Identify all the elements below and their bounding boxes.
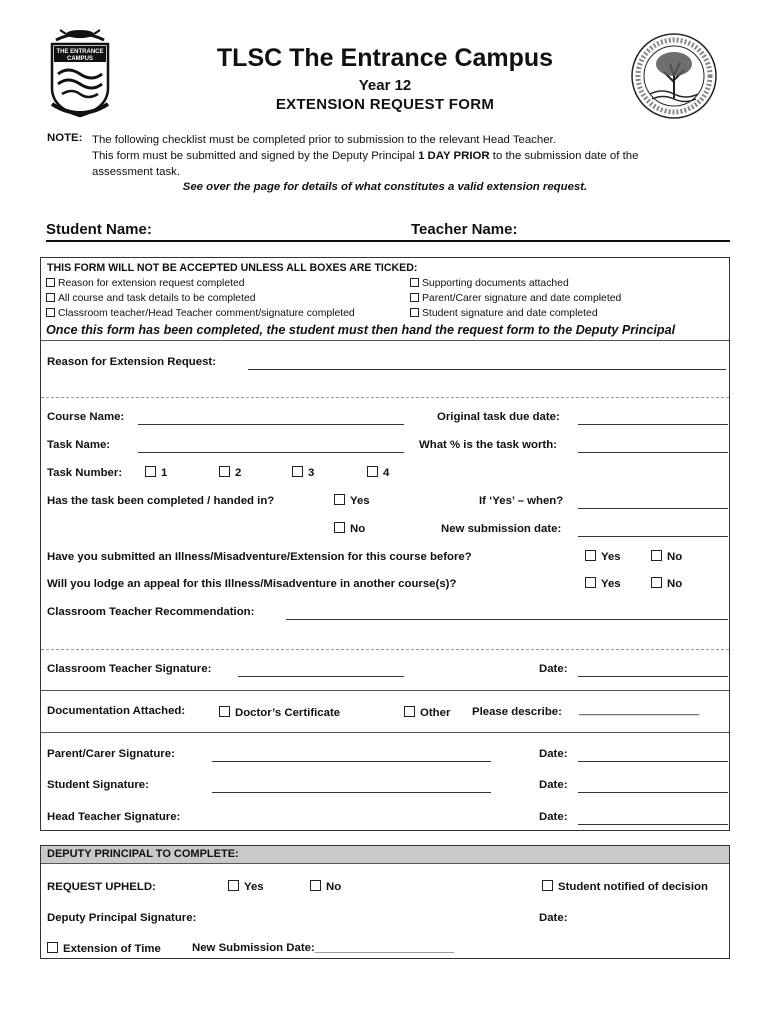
reason-label: Reason for Extension Request: — [47, 356, 216, 368]
svg-text:THE ENTRANCE: THE ENTRANCE — [56, 49, 104, 55]
checkbox[interactable] — [585, 577, 596, 588]
original-due-label: Original task due date: — [437, 411, 560, 423]
student-notified-option[interactable]: Student notified of decision — [542, 880, 708, 893]
note-label: NOTE: — [47, 132, 83, 144]
checkbox[interactable] — [367, 466, 378, 477]
task-number-label: Task Number: — [47, 467, 123, 479]
student-date-field[interactable] — [578, 792, 728, 793]
illness-question: Have you submitted an Illness/Misadventure/Extension for this course before? — [47, 551, 472, 563]
task-worth-label: What % is the task worth: — [419, 439, 557, 451]
appeal-yes[interactable]: Yes — [585, 577, 621, 590]
checkbox[interactable] — [585, 550, 596, 561]
reason-field[interactable] — [248, 369, 726, 370]
completed-question: Has the task been completed / handed in? — [47, 495, 275, 507]
student-name-field[interactable] — [170, 222, 400, 242]
checklist-heading: THIS FORM WILL NOT BE ACCEPTED UNLESS ALL BOXES ARE TICKED: — [47, 262, 418, 274]
checkbox[interactable] — [46, 278, 55, 287]
appeal-no[interactable]: No — [651, 577, 682, 590]
note-line-2: This form must be submitted and signed by the Deputy Principal 1 DAY PRIOR to the submission date of the — [92, 150, 639, 162]
head-teacher-date-label: Date: — [539, 811, 568, 823]
divider — [41, 690, 729, 691]
teacher-date-field[interactable] — [578, 676, 728, 677]
parent-date-label: Date: — [539, 748, 568, 760]
illness-no[interactable]: No — [651, 550, 682, 563]
task-name-label: Task Name: — [47, 439, 111, 451]
svg-text:CAMPUS: CAMPUS — [66, 56, 94, 62]
completed-no[interactable]: No — [334, 522, 365, 535]
deputy-principal-box — [40, 845, 730, 959]
task-worth-field[interactable] — [578, 452, 728, 453]
year-label: Year 12 — [358, 77, 412, 94]
checklist-item[interactable]: Classroom teacher/Head Teacher comment/signature completed — [46, 308, 355, 319]
checkbox[interactable] — [410, 308, 419, 317]
please-describe-label: Please describe: — [472, 706, 562, 718]
checkbox[interactable] — [404, 706, 415, 717]
note-line-3: assessment task. — [92, 166, 180, 178]
divider — [41, 397, 729, 398]
note-line-1: The following checklist must be completed prior to submission to the relevant Head Teacher. — [92, 134, 556, 146]
checkbox[interactable] — [46, 308, 55, 317]
checklist-item[interactable]: Reason for extension request completed — [46, 278, 245, 289]
note-see-over: See over the page for details of what constitutes a valid extension request. — [182, 181, 588, 193]
deputy-heading: DEPUTY PRINCIPAL TO COMPLETE: — [47, 848, 239, 860]
student-sig-field[interactable] — [212, 792, 491, 793]
checkbox[interactable] — [228, 880, 239, 891]
task-number-option[interactable]: 2 — [219, 466, 241, 479]
course-name-label: Course Name: — [47, 411, 125, 423]
checkbox[interactable] — [310, 880, 321, 891]
head-teacher-sig-label: Head Teacher Signature: — [47, 811, 181, 823]
divider — [41, 732, 729, 733]
checkbox[interactable] — [46, 293, 55, 302]
illness-yes[interactable]: Yes — [585, 550, 621, 563]
extension-of-time-option[interactable]: Extension of Time — [47, 942, 161, 955]
dp-sig-label: Deputy Principal Signature: — [47, 912, 197, 924]
upheld-no[interactable]: No — [310, 880, 341, 893]
request-upheld-label: REQUEST UPHELD: — [47, 881, 156, 893]
task-number-option[interactable]: 3 — [292, 466, 314, 479]
checkbox[interactable] — [334, 522, 345, 533]
checkbox[interactable] — [334, 494, 345, 505]
main-form-box — [40, 257, 730, 831]
school-title: TLSC The Entrance Campus — [216, 44, 554, 72]
checklist-item[interactable]: Student signature and date completed — [410, 308, 598, 319]
documentation-label: Documentation Attached: — [47, 705, 186, 717]
teacher-sig-field[interactable] — [238, 676, 404, 677]
other-option[interactable]: Other — [404, 706, 450, 719]
task-number-option[interactable]: 4 — [367, 466, 389, 479]
checkbox[interactable] — [542, 880, 553, 891]
checkbox[interactable] — [292, 466, 303, 477]
note-body — [92, 132, 732, 180]
checklist-item[interactable]: Parent/Carer signature and date completed — [410, 293, 621, 304]
teacher-name-label: Teacher Name: — [411, 221, 518, 238]
parent-date-field[interactable] — [578, 761, 728, 762]
completed-yes[interactable]: Yes — [334, 494, 370, 507]
checklist-item[interactable]: All course and task details to be completed — [46, 293, 256, 304]
please-describe-field[interactable]: ___________________ — [579, 704, 700, 716]
parent-sig-label: Parent/Carer Signature: — [47, 748, 175, 760]
teacher-rec-label: Classroom Teacher Recommendation: — [47, 606, 255, 618]
checkbox[interactable] — [219, 706, 230, 717]
checkbox[interactable] — [219, 466, 230, 477]
teacher-date-label: Date: — [539, 663, 568, 675]
checkbox[interactable] — [651, 577, 662, 588]
checklist-item[interactable]: Supporting documents attached — [410, 278, 569, 289]
checkbox[interactable] — [651, 550, 662, 561]
checklist-instruction: Once this form has been completed, the student must then hand the request form to the Deputy Principal — [46, 323, 676, 337]
upheld-yes[interactable]: Yes — [228, 880, 264, 893]
if-yes-label: If ‘Yes’ – when? — [479, 495, 564, 507]
divider — [41, 649, 729, 650]
original-due-field[interactable] — [578, 424, 728, 425]
new-submission-date-field[interactable]: New Submission Date:______________________ — [192, 942, 455, 954]
divider — [41, 340, 729, 341]
teacher-name-field[interactable] — [530, 222, 730, 242]
teacher-rec-field[interactable] — [286, 619, 728, 620]
student-name-label: Student Name: — [46, 221, 152, 238]
new-submission-field[interactable] — [578, 536, 728, 537]
task-name-field[interactable] — [138, 452, 404, 453]
parent-sig-field[interactable] — [212, 761, 491, 762]
student-sig-label: Student Signature: — [47, 779, 149, 791]
teacher-sig-label: Classroom Teacher Signature: — [47, 663, 212, 675]
appeal-question: Will you lodge an appeal for this Illness/Misadventure in another course(s)? — [47, 578, 457, 590]
checkbox[interactable] — [47, 942, 58, 953]
checkbox[interactable] — [145, 466, 156, 477]
head-teacher-date-field[interactable] — [578, 824, 728, 825]
checkbox[interactable] — [410, 293, 419, 302]
new-submission-label: New submission date: — [441, 523, 562, 535]
doctors-certificate-option[interactable]: Doctor’s Certificate — [219, 706, 340, 719]
student-date-label: Date: — [539, 779, 568, 791]
checkbox[interactable] — [410, 278, 419, 287]
task-number-option[interactable]: 1 — [145, 466, 167, 479]
course-name-field[interactable] — [138, 424, 404, 425]
dp-date-label: Date: — [539, 912, 568, 924]
form-title: EXTENSION REQUEST FORM — [275, 96, 495, 113]
if-yes-field[interactable] — [578, 508, 728, 509]
